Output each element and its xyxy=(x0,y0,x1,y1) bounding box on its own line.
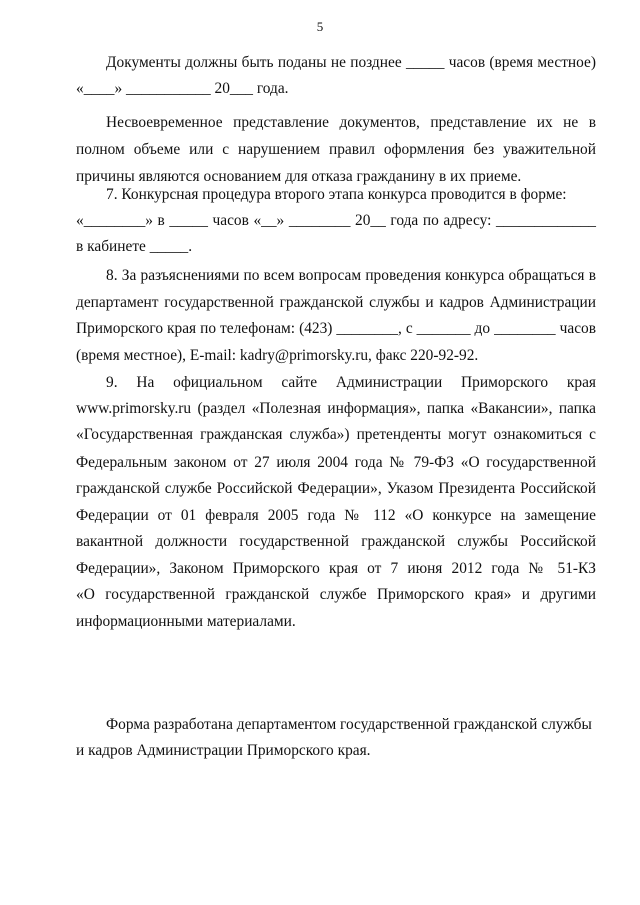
text-line: «Государственная гражданская служба») претенденты могут ознакомиться с xyxy=(76,426,596,443)
text-line: в кабинете _____. xyxy=(76,238,193,255)
text-line: и кадров Администрации Приморского края. xyxy=(76,742,371,759)
text-line: Федеральным законом от 27 июля 2004 года № 79-ФЗ «О государственной xyxy=(76,454,596,471)
text-line: «О государственной гражданской службе Приморского края» и другими xyxy=(76,586,596,603)
text-line: «____» ___________ 20___ года. xyxy=(76,80,289,97)
text-line: департамент государственной гражданской службы и кадров Администрации xyxy=(76,294,596,311)
text-line: Документы должны быть поданы не позднее _____ часов (время местное) xyxy=(106,54,596,71)
text-line: Федерации», Законом Приморского края от 7 июня 2012 года № 51-КЗ xyxy=(76,560,596,577)
text-line: причины являются основанием для отказа гражданину в их приеме. xyxy=(76,168,522,185)
text-line: 9. На официальном сайте Администрации Приморского края xyxy=(106,374,596,391)
text-line: www.primorsky.ru (раздел «Полезная информация», папка «Вакансии», папка xyxy=(76,400,596,417)
text-line: 7. Конкурсная процедура второго этапа конкурса проводится в форме: xyxy=(106,186,567,203)
text-line: Несвоевременное представление документов, представление их не в xyxy=(106,114,596,131)
text-line: вакантной должности государственной гражданской службы Российской xyxy=(76,533,596,550)
text-line: полном объеме или с нарушением правил оформления без уважительной xyxy=(76,141,596,158)
text-line: гражданской службе Российской Федерации», Указом Президента Российской xyxy=(76,480,596,497)
text-line: Форма разработана департаментом государственной гражданской службы xyxy=(106,716,592,733)
text-line: (время местное), E-mail: kadry@primorsky.ru, факс 220-92-92. xyxy=(76,347,479,364)
page-number: 5 xyxy=(316,19,324,34)
text-line: Федерации от 01 февраля 2005 года № 112 «О конкурсе на замещение xyxy=(76,507,596,524)
text-line: 8. За разъяснениями по всем вопросам проведения конкурса обращаться в xyxy=(106,267,596,284)
text-line: информационными материалами. xyxy=(76,613,296,630)
text-line: Приморского края по телефонам: (423) ________, с _______ до ________ часов xyxy=(76,320,596,337)
text-line: «________» в _____ часов «__» ________ 20__ года по адресу: _____________ xyxy=(76,212,596,229)
